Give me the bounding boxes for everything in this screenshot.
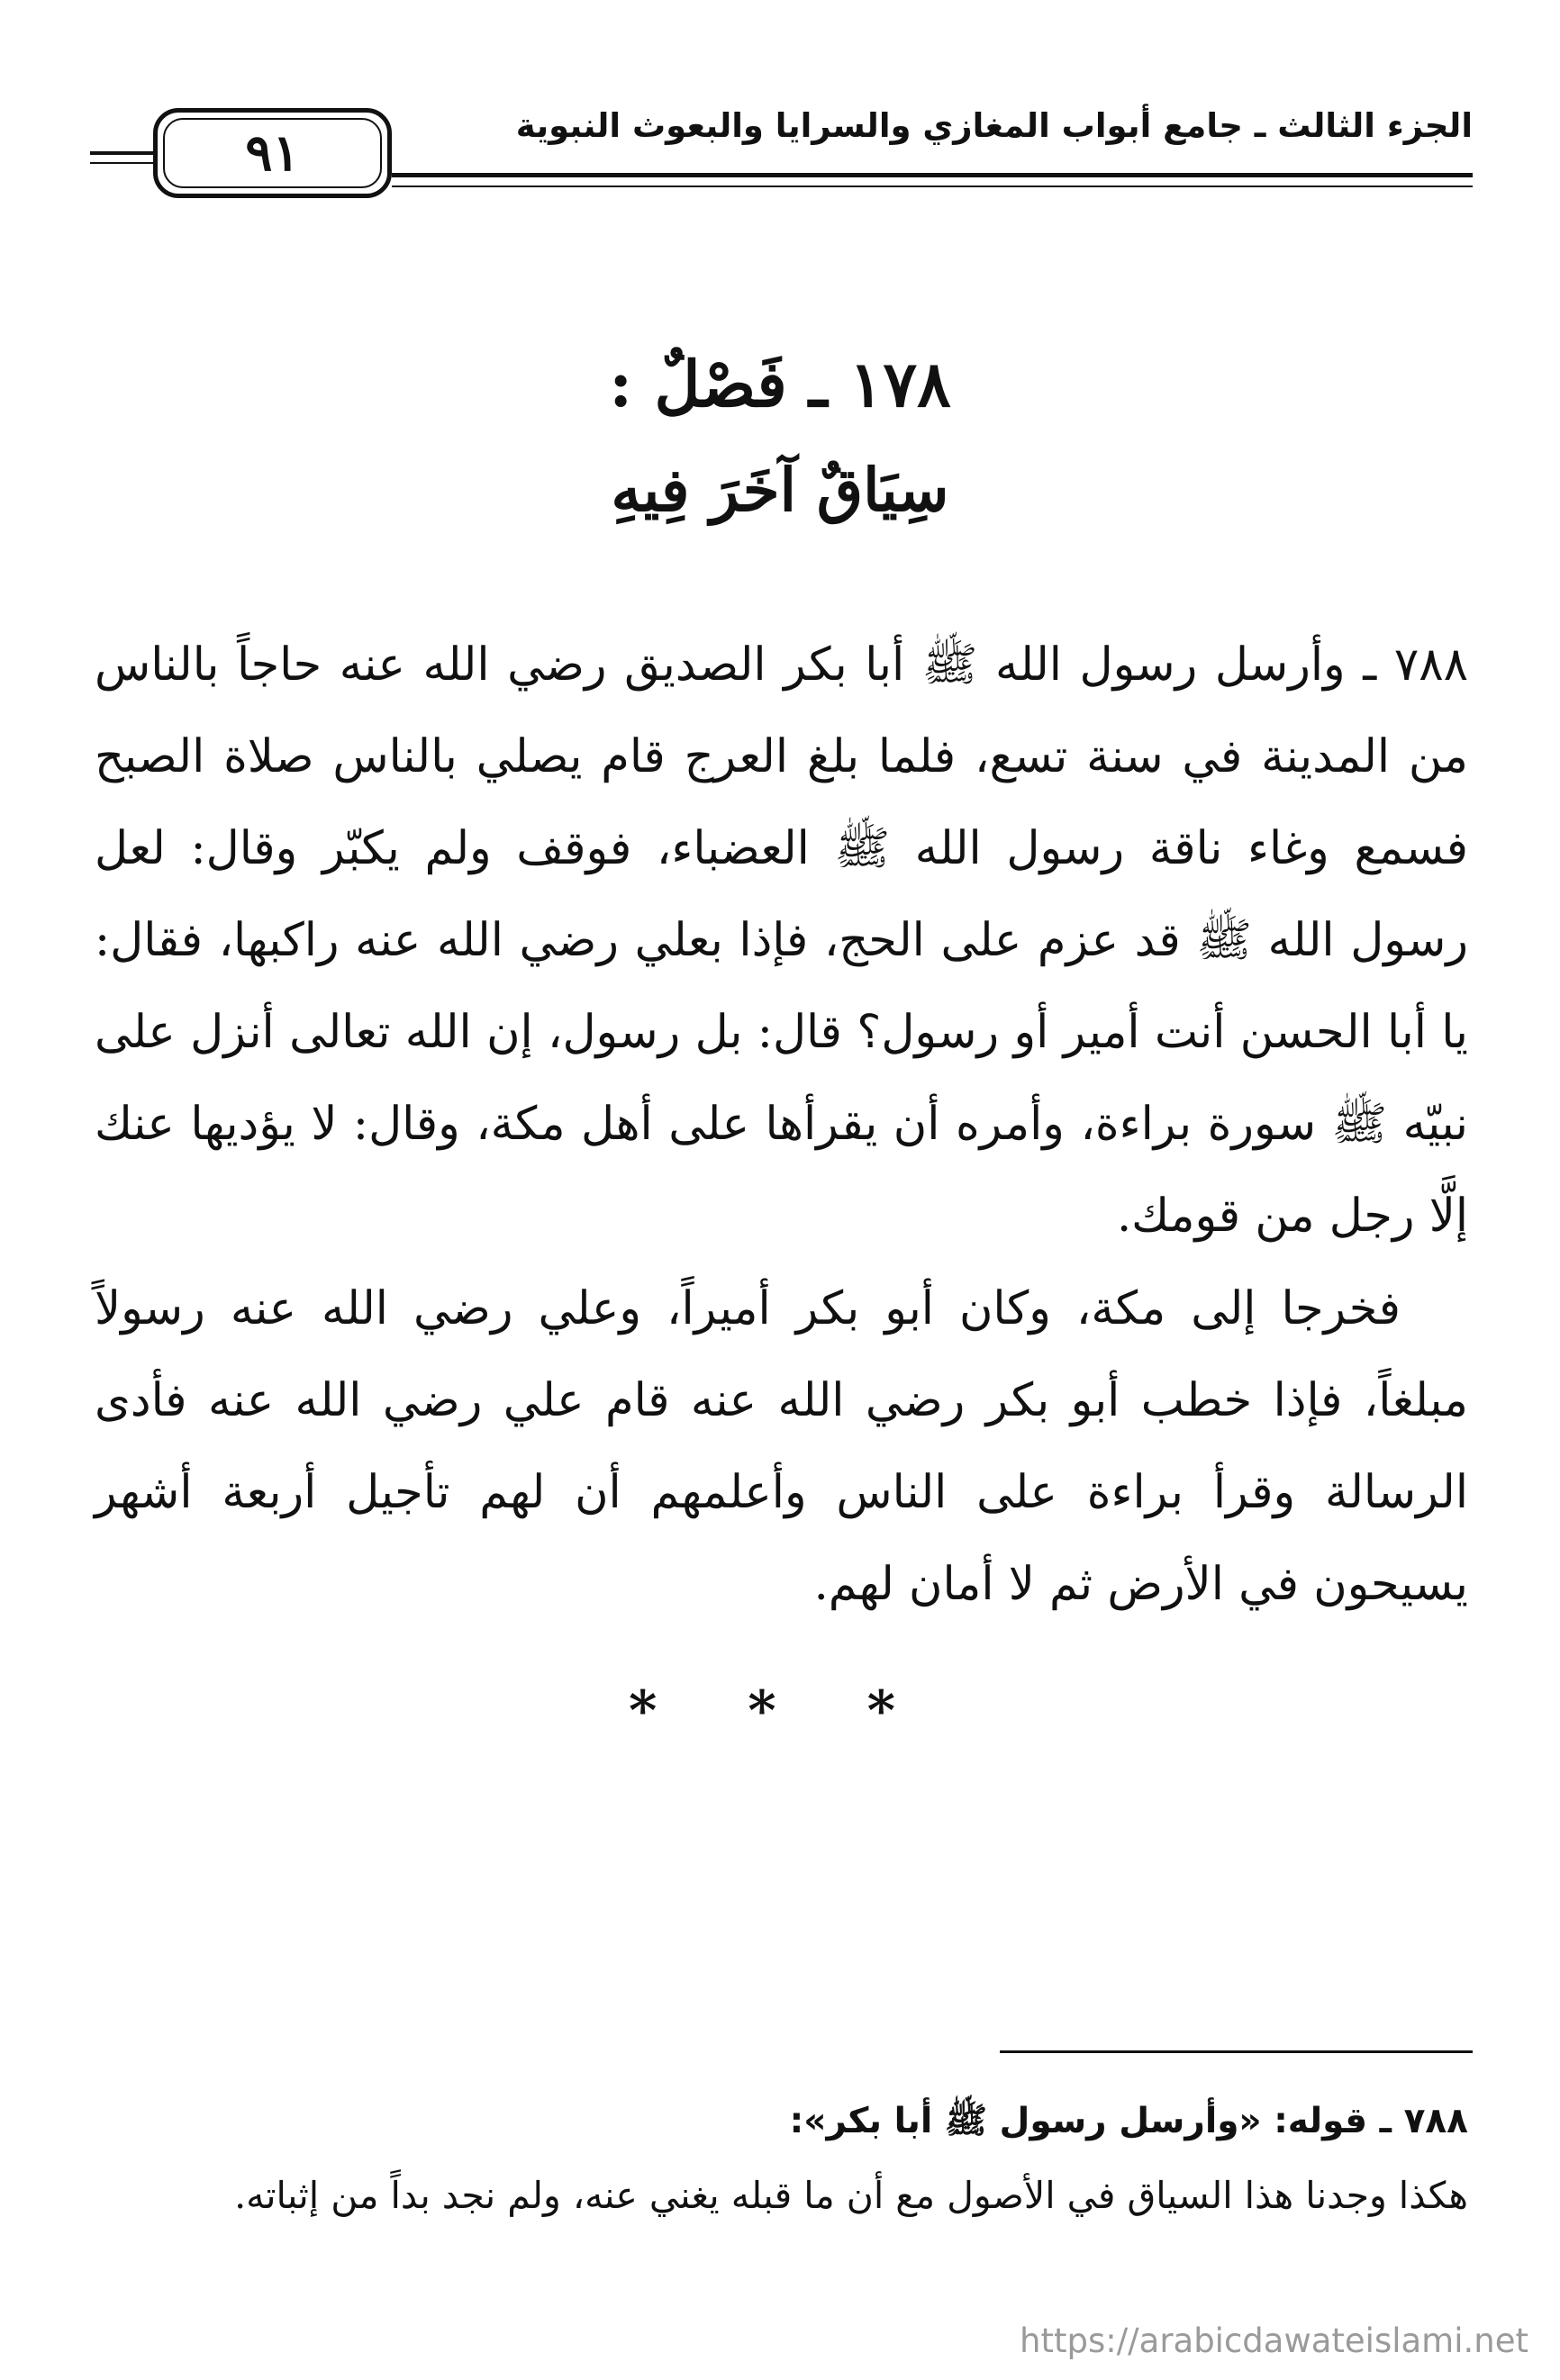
page-header xyxy=(90,99,1473,207)
page-number: ٩١ xyxy=(245,123,300,183)
section-title: سِيَاقٌ آخَرَ فِيهِ xyxy=(611,455,949,525)
header-rule xyxy=(392,173,1473,177)
body-paragraph-1: ٧٨٨ ـ وأرسل رسول الله ﷺ أبا بكر الصديق رضي الله عنه حاجاً بالناس من المدينة في سنة تسع، فلما بلغ العرج قام يصلي بالناس صلاة الصبح فسمع وغاء ناقة رسول الله ﷺ العضباء، فوقف ولم يكبّر وقال: لعل رسول الله ﷺ قد عزم على الحج، فإذا بعلي رضي الله عنه راكبها، فقال: يا أبا الحسن أنت أمير أو رسول؟ قال: بل رسول، إن الله تعالى أنزل على نبيّه ﷺ سورة براءة، وأمره أن يقرأها على أهل مكة، وقال: لا يؤديها عنك إلَّا رجل من قومك. xyxy=(95,638,1468,1243)
footnote-lemma: ٧٨٨ ـ قوله: «وأرسل رسول ﷺ أبا بكر»: xyxy=(789,2101,1468,2141)
header-rule xyxy=(90,151,153,155)
header-rule xyxy=(90,162,153,164)
body-paragraph-2 xyxy=(95,1263,1468,1631)
body-paragraph-2-text: فخرجا إلى مكة، وكان أبو بكر أميراً، وعلي رضي الله عنه رسولاً مبلغاً، فإذا خطب أبو بكر رضي الله عنه قام علي رضي الله عنه فأدى الرسالة وقرأ براءة على الناس وأعلمهم أن لهم تأجيل أربعة أشهر يسيحون في الأرض ثم لا أمان لهم. xyxy=(95,1282,1468,1611)
page-number-box xyxy=(153,108,392,198)
watermark-url: https://arabicdawateislami.net xyxy=(1020,2321,1528,2360)
footnote-text: هكذا وجدنا هذا السياق في الأصول مع أن ما قبله يغني عنه، ولم نجد بداً من إثباته. xyxy=(234,2174,1468,2217)
header-rule xyxy=(392,186,1473,187)
section-number-heading: ١٧٨ ـ فَصْلٌ : xyxy=(609,347,951,421)
section-ornament: * * * xyxy=(629,1679,931,1742)
footnote-separator xyxy=(1000,2050,1473,2053)
running-title: الجزء الثالث ـ جامع أبواب المغازي والسرايا والبعوث النبوية xyxy=(515,106,1473,145)
